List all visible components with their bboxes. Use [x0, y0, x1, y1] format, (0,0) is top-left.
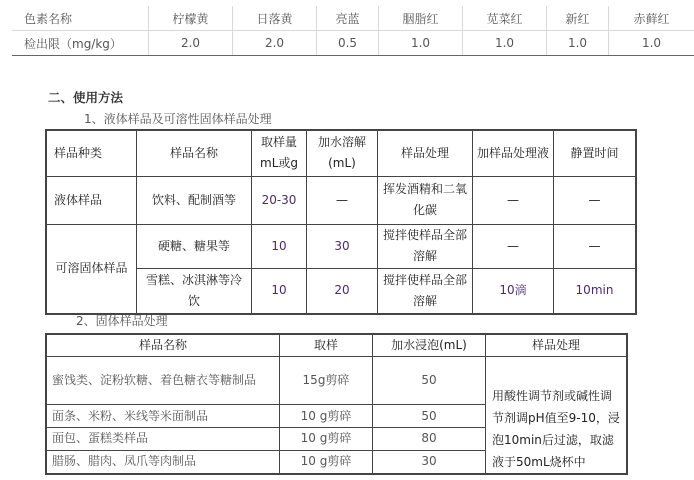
table-header-cell: 日落黄 — [233, 6, 317, 31]
table-header-cell: 苋菜红 — [463, 6, 547, 31]
table-row — [12, 6, 694, 31]
table-cell: 10 g剪碎 — [280, 405, 373, 428]
subsection-title-liquid: 1、液体样品及可溶性固体样品处理 — [84, 112, 272, 126]
table-header-cell: 样品名称 — [46, 334, 280, 357]
table-header-cell: 胭脂红 — [379, 6, 463, 31]
table-header-cell: 色素名称 — [12, 6, 149, 31]
table-cell: 50 — [373, 357, 486, 405]
table-cell: — — [473, 176, 554, 224]
table-cell: 硬糖、糖果等 — [137, 224, 252, 268]
table-row — [12, 31, 694, 56]
table-cell: 腊肠、腊肉、凤爪等肉制品 — [46, 450, 280, 474]
liquid-sample-table — [45, 129, 637, 315]
table-header-cell: 加水浸泡(mL) — [373, 334, 486, 357]
table-cell: 20 — [307, 268, 378, 314]
table-header-cell: 取样 — [280, 334, 373, 357]
table-cell: 10 g剪碎 — [280, 428, 373, 451]
table-header-cell: 加样品处理液 — [473, 130, 554, 176]
table-header-cell: 取样量mL或g — [252, 130, 307, 176]
table-cell: 80 — [373, 428, 486, 451]
table-cell: 蜜饯类、淀粉软糖、着色糖衣等糖制品 — [46, 357, 280, 405]
table-cell: 液体样品 — [46, 176, 137, 224]
table-cell: — — [473, 224, 554, 268]
table-row — [46, 130, 636, 176]
table-cell: 2.0 — [149, 31, 233, 56]
table-cell: 1.0 — [379, 31, 463, 56]
table-row — [46, 176, 636, 224]
table-cell: — — [307, 176, 378, 224]
table-header-cell: 新红 — [547, 6, 609, 31]
table-row — [46, 334, 627, 357]
table-cell: 10滴 — [473, 268, 554, 314]
table-cell: 面条、米粉、米线等米面制品 — [46, 405, 280, 428]
table-cell: 雪糕、冰淇淋等冷饮 — [137, 268, 252, 314]
table-cell: 搅拌使样品全部溶解 — [378, 224, 473, 268]
subsection-title-solid: 2、固体样品处理 — [76, 314, 168, 328]
table-header-cell: 样品处理 — [378, 130, 473, 176]
processing-note: 用酸性调节剂或碱性调节剂调pH值至9-10，浸泡10min后过滤，取滤液于50mL烧杯中 — [486, 357, 628, 475]
table-cell: 可溶固体样品 — [46, 224, 137, 314]
solid-sample-table — [45, 333, 628, 475]
table-cell: 饮料、配制酒等 — [137, 176, 252, 224]
table-cell: 20-30 — [252, 176, 307, 224]
table-header-cell: 样品种类 — [46, 130, 137, 176]
table-cell: 10 g剪碎 — [280, 450, 373, 474]
table-row — [46, 224, 636, 268]
table-row — [46, 357, 627, 405]
table-header-cell: 亮蓝 — [317, 6, 379, 31]
section-heading: 二、使用方法 — [48, 90, 124, 105]
table-header-cell: 加水溶解(mL) — [307, 130, 378, 176]
table-cell: — — [554, 176, 637, 224]
table-cell: 挥发酒精和二氧化碳 — [378, 176, 473, 224]
table-cell: 30 — [307, 224, 378, 268]
table-cell: 2.0 — [233, 31, 317, 56]
table-cell: 30 — [373, 450, 486, 474]
pigment-limit-table — [12, 6, 694, 56]
table-cell: 50 — [373, 405, 486, 428]
table-header-cell: 样品名称 — [137, 130, 252, 176]
table-header-cell: 赤藓红 — [609, 6, 694, 31]
table-cell: 面包、蛋糕类样品 — [46, 428, 280, 451]
table-header-cell: 样品处理 — [486, 334, 628, 357]
table-cell: 1.0 — [547, 31, 609, 56]
table-cell: — — [554, 224, 637, 268]
table-cell: 10 — [252, 268, 307, 314]
table-cell: 1.0 — [463, 31, 547, 56]
table-cell: 15g剪碎 — [280, 357, 373, 405]
table-cell: 10 — [252, 224, 307, 268]
table-cell: 10min — [554, 268, 637, 314]
table-header-cell: 柠檬黄 — [149, 6, 233, 31]
table-header-cell: 静置时间 — [554, 130, 637, 176]
table-cell: 检出限（mg/kg） — [12, 31, 149, 56]
table-cell: 0.5 — [317, 31, 379, 56]
table-cell: 搅拌使样品全部溶解 — [378, 268, 473, 314]
table-cell: 1.0 — [609, 31, 694, 56]
